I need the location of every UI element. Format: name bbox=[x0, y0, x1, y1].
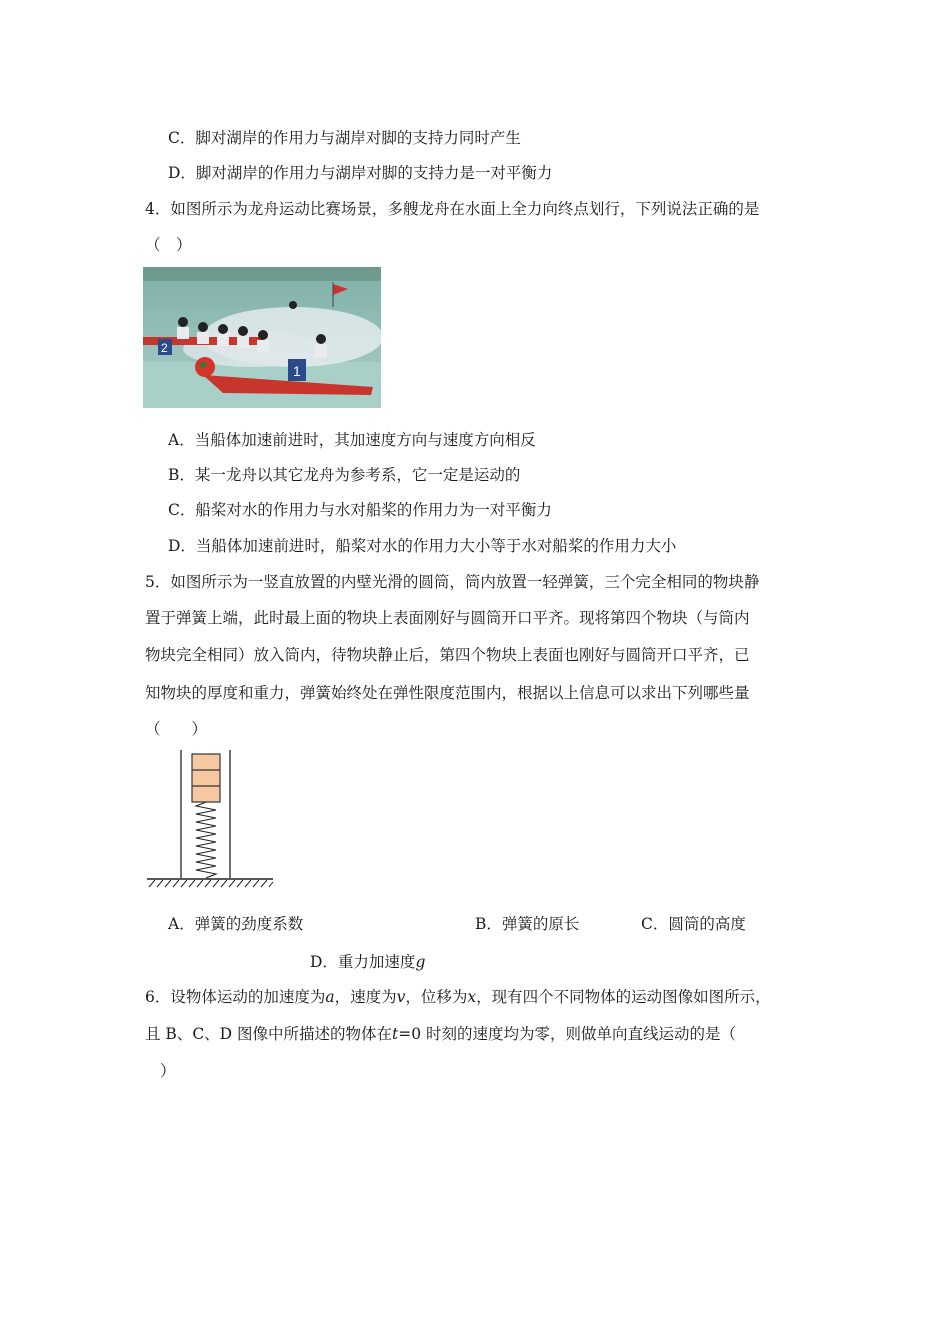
q4-option-b: B．某一龙舟以其它龙舟为参考系，它一定是运动的 bbox=[168, 466, 521, 484]
dragon-boat-photo bbox=[143, 267, 381, 408]
variable-t: t bbox=[392, 1025, 399, 1043]
q5-option-d bbox=[310, 952, 425, 972]
q6-text: ，速度为 bbox=[334, 988, 397, 1006]
q6-text: 且 B、C、D 图像中所描述的物体在 bbox=[145, 1025, 393, 1043]
q4-stem: 4．如图所示为龙舟运动比赛场景，多艘龙舟在水面上全力向终点划行，下列说法正确的是 bbox=[145, 200, 760, 218]
q6-text: ，现有四个不同物体的运动图像如图所示， bbox=[476, 988, 771, 1006]
q5-option-d-text: D．重力加速度 bbox=[310, 953, 416, 971]
variable-x: x bbox=[467, 988, 477, 1006]
q6-stem-line1 bbox=[145, 987, 771, 1007]
q4-option-a: A．当船体加速前进时，其加速度方向与速度方向相反 bbox=[168, 431, 536, 449]
q5-option-b: B．弹簧的原长 bbox=[475, 915, 580, 933]
q5-stem-line2: 置于弹簧上端，此时最上面的物块上表面刚好与圆筒开口平齐。现将第四个物块（与筒内 bbox=[145, 609, 750, 627]
boat-number-1: 1 bbox=[293, 363, 301, 379]
variable-v: v bbox=[396, 988, 406, 1006]
variable-a: a bbox=[325, 988, 335, 1006]
q5-option-c: C．圆筒的高度 bbox=[641, 915, 746, 933]
q6-stem-line2 bbox=[145, 1024, 736, 1044]
variable-g: g bbox=[415, 953, 426, 971]
q3-option-d: D．脚对湖岸的作用力与湖岸对脚的支持力是一对平衡力 bbox=[168, 164, 553, 182]
spring-cylinder-diagram bbox=[143, 748, 278, 890]
q6-text: ，位移为 bbox=[405, 988, 468, 1006]
q5-bracket: （ ） bbox=[145, 720, 208, 738]
q5-stem-line4: 知物块的厚度和重力，弹簧始终处在弹性限度范围内，根据以上信息可以求出下列哪些量 bbox=[145, 684, 750, 702]
q6-text: 6．设物体运动的加速度为 bbox=[145, 988, 326, 1006]
q6-bracket-close: ） bbox=[160, 1062, 176, 1080]
q5-option-a: A．弹簧的劲度系数 bbox=[168, 915, 304, 933]
q3-option-c: C．脚对湖岸的作用力与湖岸对脚的支持力同时产生 bbox=[168, 129, 521, 147]
q5-stem-line1: 5．如图所示为一竖直放置的内壁光滑的圆筒，筒内放置一轻弹簧，三个完全相同的物块静 bbox=[145, 573, 760, 591]
boat-number-2: 2 bbox=[161, 341, 168, 355]
q4-option-d: D．当船体加速前进时，船桨对水的作用力大小等于水对船桨的作用力大小 bbox=[168, 537, 677, 555]
q4-option-c: C．船桨对水的作用力与水对船桨的作用力为一对平衡力 bbox=[168, 501, 552, 519]
q4-bracket: （ ） bbox=[145, 236, 192, 254]
q6-text: =0 时刻的速度均为零，则做单向直线运动的是（ bbox=[398, 1025, 737, 1043]
q5-stem-line3: 物块完全相同）放入筒内，待物块静止后，第四个物块上表面也刚好与圆筒开口平齐，已 bbox=[145, 646, 750, 664]
